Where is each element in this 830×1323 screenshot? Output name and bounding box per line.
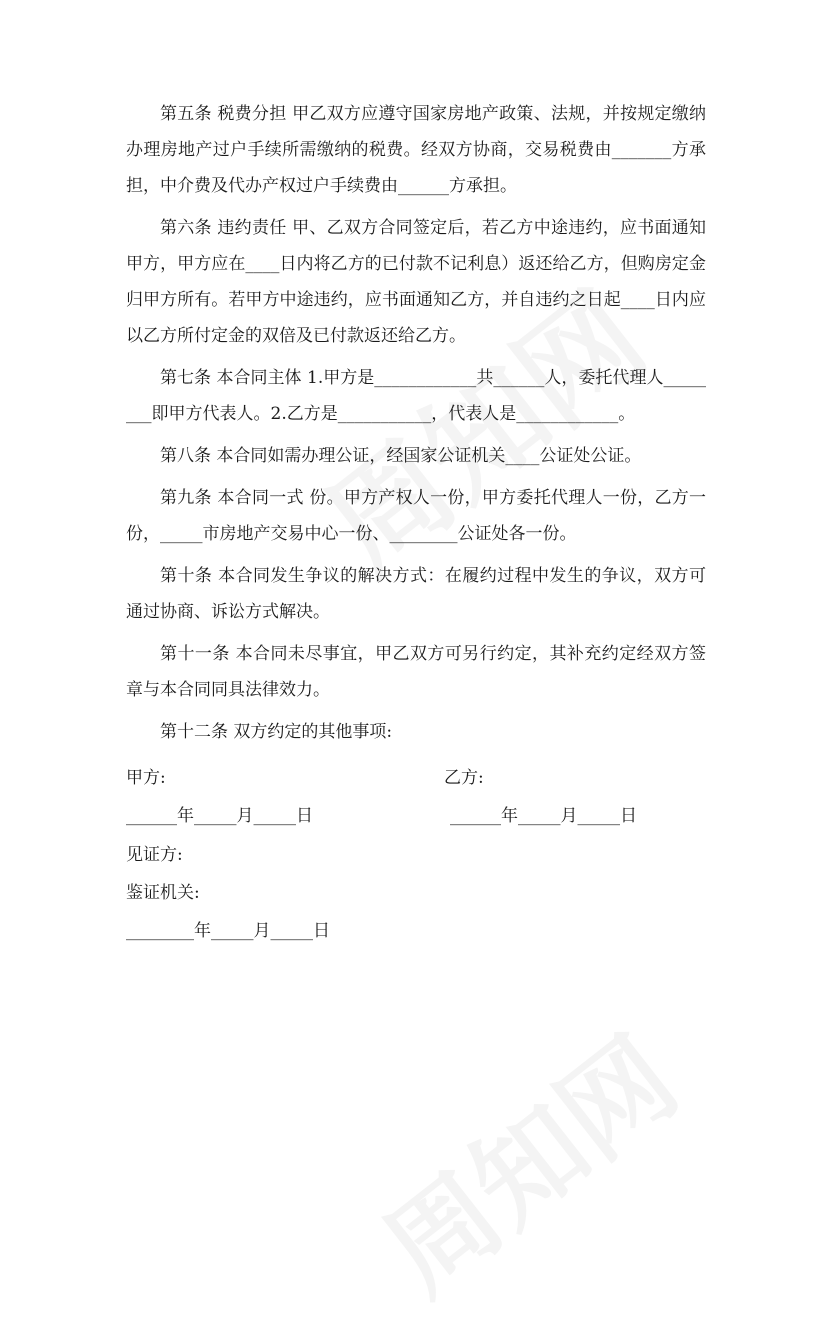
contract-body <box>126 96 706 756</box>
clause-12: 第十二条 双方约定的其他事项: <box>160 722 393 742</box>
party-b-date: ______年_____月_____日 <box>450 806 637 826</box>
authority-label: 鉴证机关: <box>126 883 200 903</box>
watermark <box>346 995 703 1323</box>
clause-11: 第十一条 本合同未尽事宜，甲乙双方可另行约定，其补充约定经双方签章与本合同同具法律效力。 <box>126 644 706 700</box>
witness-label: 见证方: <box>126 845 183 865</box>
party-a-date: ______年_____月_____日 <box>126 806 313 826</box>
party-a-label: 甲方: <box>126 768 166 788</box>
clause-8: 第八条 本合同如需办理公证，经国家公证机关____公证处公证。 <box>160 446 642 466</box>
clause-7: 第七条 本合同主体 1.甲方是____________共______人，委托代理人________即甲方代表人。2.乙方是___________，代表人是____________。 <box>126 368 706 424</box>
clause-9: 第九条 本合同一式 份。甲方产权人一份，甲方委托代理人一份，乙方一份，_____市房地产交易中心一份、________公证处各一份。 <box>126 488 706 544</box>
clause-6: 第六条 违约责任 甲、乙双方合同签定后，若乙方中途违约，应书面通知甲方，甲方应在____日内将乙方的已付款不记利息）返还给乙方，但购房定金归甲方所有。若甲方中途违约，应书面通知乙方，并自违约之日起____日内应以乙方所付定金的双倍及已付款返还给乙方。 <box>126 218 706 346</box>
clause-5: 第五条 税费分担 甲乙双方应遵守国家房地产政策、法规，并按规定缴纳办理房地产过户手续所需缴纳的税费。经双方协商，交易税费由_______方承担，中介费及代办产权过户手续费由______方承担。 <box>126 104 706 196</box>
party-b-label: 乙方: <box>444 768 484 788</box>
clause-10: 第十条 本合同发生争议的解决方式：在履约过程中发生的争议，双方可通过协商、诉讼方式解决。 <box>126 566 706 622</box>
authority-date: ________年_____月_____日 <box>126 921 330 941</box>
